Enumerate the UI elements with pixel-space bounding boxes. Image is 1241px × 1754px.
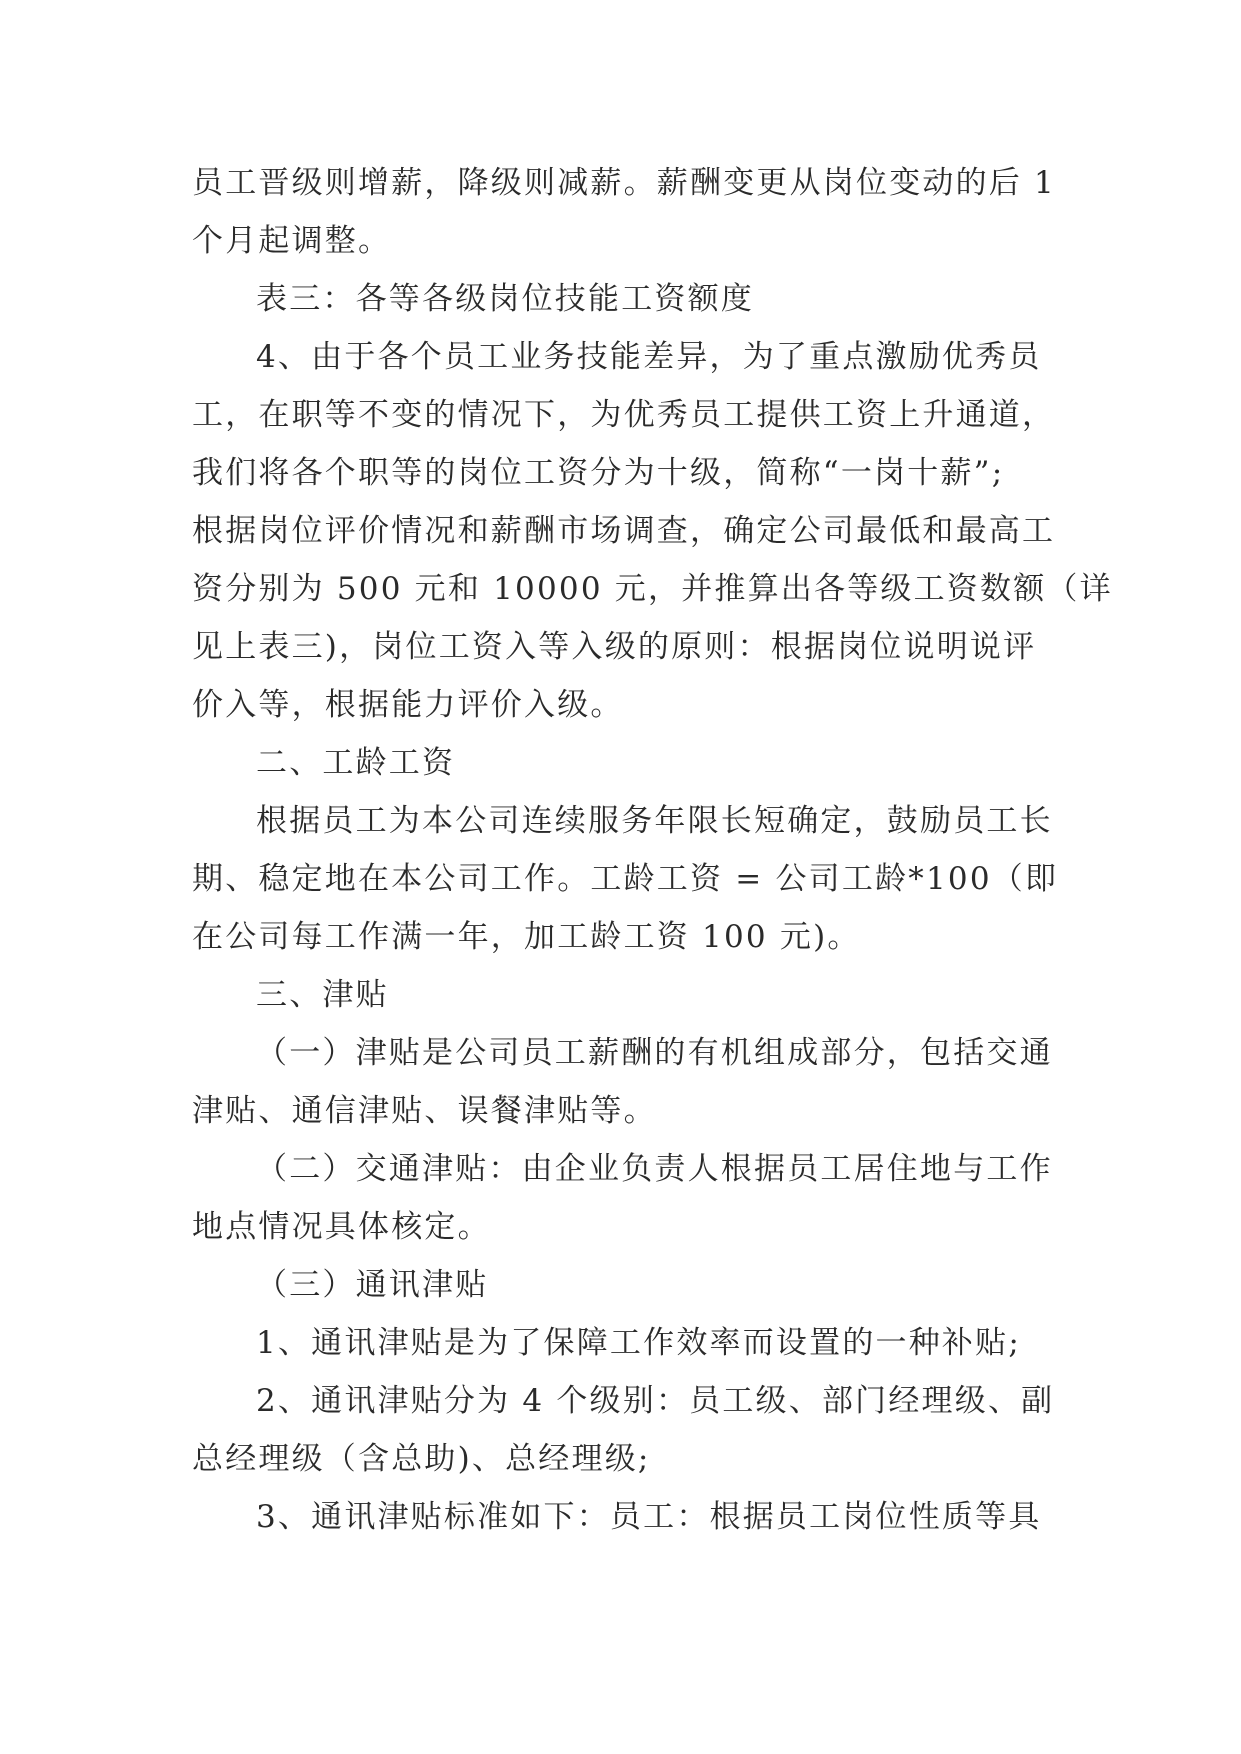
text-line: 2、通讯津贴分为 4 个级别：员工级、部门经理级、副	[256, 1383, 1055, 1419]
text-line: （一）津贴是公司员工薪酬的有机组成部分，包括交通	[256, 1035, 1053, 1071]
text-line: 员工晋级则增薪，降级则减薪。薪酬变更从岗位变动的后 1	[192, 165, 1056, 201]
subsection-heading: （三）通讯津贴	[256, 1267, 489, 1303]
section-heading: 二、工龄工资	[256, 745, 456, 781]
text-line: 工，在职等不变的情况下，为优秀员工提供工资上升通道，	[192, 397, 1056, 433]
section-heading: 三、津贴	[256, 977, 389, 1013]
text-line: 1、通讯津贴是为了保障工作效率而设置的一种补贴;	[256, 1325, 1021, 1361]
text-line: 在公司每工作满一年，加工龄工资 100 元)。	[192, 919, 861, 955]
text-line: 4、由于各个员工业务技能差异，为了重点激励优秀员	[256, 339, 1042, 375]
text-line: 根据岗位评价情况和薪酬市场调查，确定公司最低和最高工	[192, 513, 1056, 549]
text-line: 根据员工为本公司连续服务年限长短确定，鼓励员工长	[256, 803, 1053, 839]
text-line: 期、稳定地在本公司工作。工龄工资 = 公司工龄*100（即	[192, 861, 1059, 897]
text-line: 我们将各个职等的岗位工资分为十级，简称“一岗十薪”;	[192, 455, 1005, 491]
text-line: 见上表三)，岗位工资入等入级的原则：根据岗位说明说评	[192, 629, 1037, 665]
body-text	[192, 154, 1113, 1546]
text-line: 总经理级（含总助)、总经理级;	[192, 1441, 651, 1477]
text-line: （二）交通津贴：由企业负责人根据员工居住地与工作	[256, 1151, 1053, 1187]
text-line: 地点情况具体核定。	[192, 1209, 491, 1245]
text-line: 资分别为 500 元和 10000 元，并推算出各等级工资数额（详	[192, 571, 1113, 607]
text-line: 个月起调整。	[192, 223, 392, 259]
text-line: 价入等，根据能力评价入级。	[192, 687, 624, 723]
text-line: 3、通讯津贴标准如下：员工：根据员工岗位性质等具	[256, 1499, 1042, 1535]
table-caption: 表三：各等各级岗位技能工资额度	[256, 281, 754, 317]
text-line: 津贴、通信津贴、误餐津贴等。	[192, 1093, 657, 1129]
